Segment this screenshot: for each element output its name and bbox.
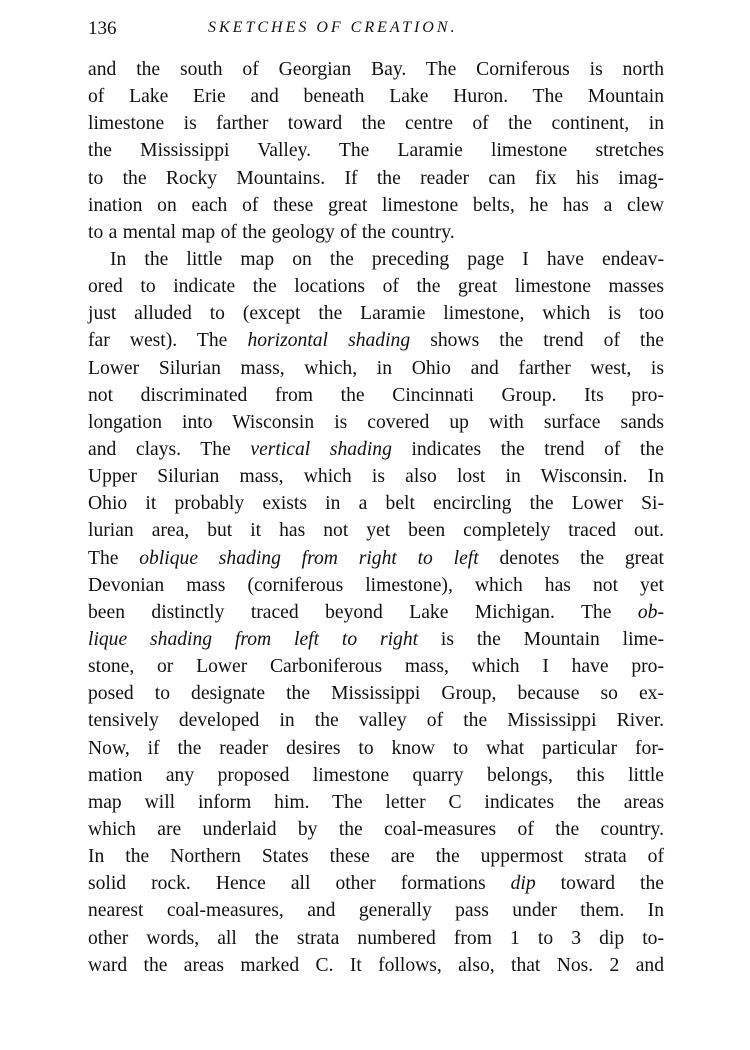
text-line: Lower Silurian mass, which, in Ohio and farther west, is [88,357,664,379]
text-run: solid rock. Hence all other formations [88,873,511,895]
text-line: just alluded to (except the Laramie limestone, which is too [88,303,664,325]
text-line: the Mississippi Valley. The Laramie limestone stretches [88,140,664,162]
text-line: posed to designate the Mississippi Group, because so ex- [88,683,664,705]
text-run: shows the trend of the [410,330,664,352]
text-run: denotes the great [478,547,664,569]
text-line: Upper Silurian mass, which is also lost in Wisconsin. In [88,466,664,488]
text-line [88,599,664,626]
text-line: and the south of Georgian Bay. The Corniferous is north [88,59,664,80]
text-line: tensively developed in the valley of the Mississippi River. [88,710,664,732]
text-line: stone, or Lower Carboniferous mass, which I have pro- [88,656,664,678]
text-run: and clays. The [88,438,251,460]
text-line: which are underlaid by the coal-measures of the country. [88,818,664,840]
italic-term: vertical shading [250,438,392,460]
page-header [88,18,663,48]
italic-term: oblique shading from right to left [139,547,479,569]
text-run: far west). The [88,330,248,352]
text-line: to the Rocky Mountains. If the reader can fix his imag- [88,167,664,189]
text-line: Now, if the reader desires to know to what particular for- [88,737,664,759]
text-line: Devonian mass (corniferous limestone), which has not yet [88,574,664,596]
italic-term: dip [510,873,536,895]
text-line [88,327,664,354]
text-line: longation into Wisconsin is covered up with surface sands [88,411,664,433]
text-line: nearest coal-measures, and generally pass under them. In [88,900,664,922]
text-line: not discriminated from the Cincinnati Group. Its pro- [88,384,664,406]
italic-term: ob- [637,601,664,623]
text-line [88,626,664,653]
text-line [88,436,664,463]
text-run: is the Mountain lime- [418,628,664,650]
text-line [88,545,664,572]
text-run: been distinctly traced beyond Lake Michigan. The [88,601,638,623]
text-line: In the Northern States these are the uppermost strata of [88,846,664,868]
text-run: indicates the trend of the [391,438,664,460]
text-line: other words, all the strata numbered from 1 to 3 dip to- [88,927,664,949]
text-line: ward the areas marked C. It follows, also, that Nos. 2 and [88,954,664,976]
text-line: Ohio it probably exists in a belt encircling the Lower Si- [88,493,664,515]
italic-term: lique shading from left to right [88,628,419,650]
text-line: mation any proposed limestone quarry belongs, this little [88,764,664,786]
text-line [88,870,664,897]
page-number: 136 [88,18,117,39]
text-run: toward the [535,873,664,895]
text-line: ored to indicate the locations of the great limestone masses [88,276,664,298]
text-run: The [88,547,140,569]
text-line: ination on each of these great limestone belts, he has a clew [88,194,664,216]
text-line: map will inform him. The letter C indicates the areas [88,791,664,813]
body-text [88,56,664,979]
text-line: to a mental map of the geology of the country. [88,221,455,243]
text-line: lurian area, but it has not yet been completely traced out. [88,520,664,542]
text-line: limestone is farther toward the centre of the continent, in [88,113,664,135]
italic-term: horizontal shading [247,330,411,352]
text-line: In the little map on the preceding page I have endeav- [110,248,664,270]
running-title: SKETCHES OF CREATION. [208,19,458,36]
text-line: of Lake Erie and beneath Lake Huron. The Mountain [88,86,664,108]
